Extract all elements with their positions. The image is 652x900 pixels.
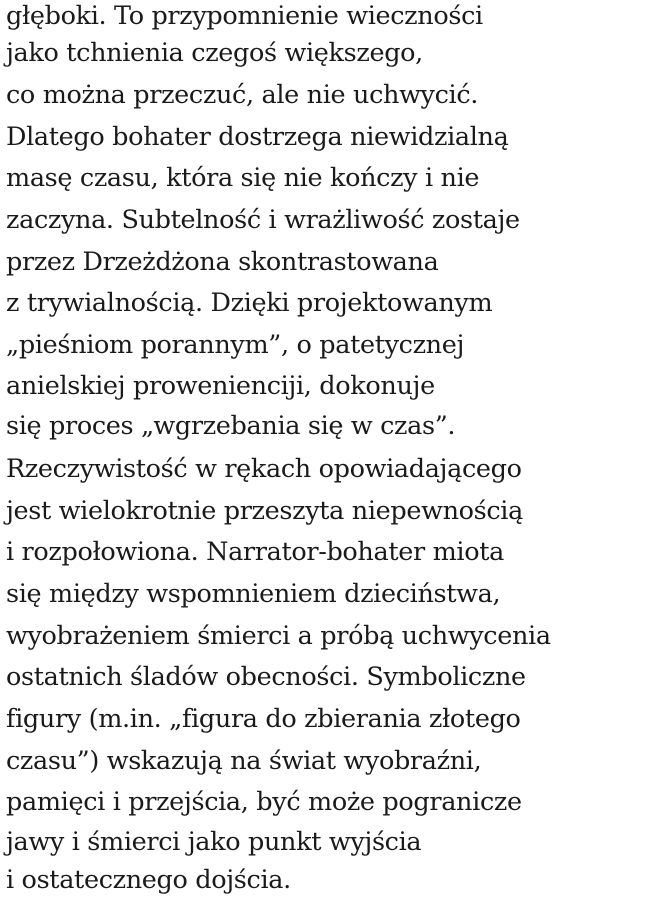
text-line: masę czasu, która się nie kończy i nie — [6, 163, 480, 193]
text-line: głęboki. To przypomnienie wieczności — [6, 1, 483, 31]
text-line: się proces „wgrzebania się w czas”. — [6, 411, 456, 441]
text-line: z trywialnością. Dzięki projektowanym — [6, 288, 493, 318]
text-line: zaczyna. Subtelność i wrażliwość zostaje — [6, 205, 520, 235]
text-line: co można przeczuć, ale nie uchwycić. — [6, 80, 479, 110]
text-line: pamięci i przejścia, być może pogranicze — [6, 787, 522, 817]
text-line: „pieśniom porannym”, o patetycznej — [6, 330, 465, 360]
text-line: anielskiej prowenienciji, dokonuje — [6, 371, 435, 401]
text-line: jawy i śmierci jako punkt wyjścia — [6, 827, 422, 857]
text-line: wyobrażeniem śmierci a próbą uchwycenia — [6, 621, 551, 651]
text-line: Dlatego bohater dostrzega niewidzialną — [6, 122, 509, 152]
text-line: i ostatecznego dojścia. — [6, 865, 291, 895]
text-line: i rozpołowiona. Narrator-bohater miota — [6, 537, 504, 567]
text-line: jest wielokrotnie przeszyta niepewnością — [6, 496, 523, 526]
text-line: Rzeczywistość w rękach opowiadającego — [6, 454, 522, 484]
text-line: figury (m.in. „figura do zbierania złotego — [6, 704, 521, 734]
text-line: ostatnich śladów obecności. Symboliczne — [6, 662, 526, 692]
document-page — [6, 0, 650, 900]
text-line: się między wspomnieniem dzieciństwa, — [6, 579, 501, 609]
text-line: przez Drzeżdżona skontrastowana — [6, 247, 439, 277]
text-line: czasu”) wskazują na świat wyobraźni, — [6, 746, 482, 776]
text-line: jako tchnienia czegoś większego, — [6, 38, 423, 68]
